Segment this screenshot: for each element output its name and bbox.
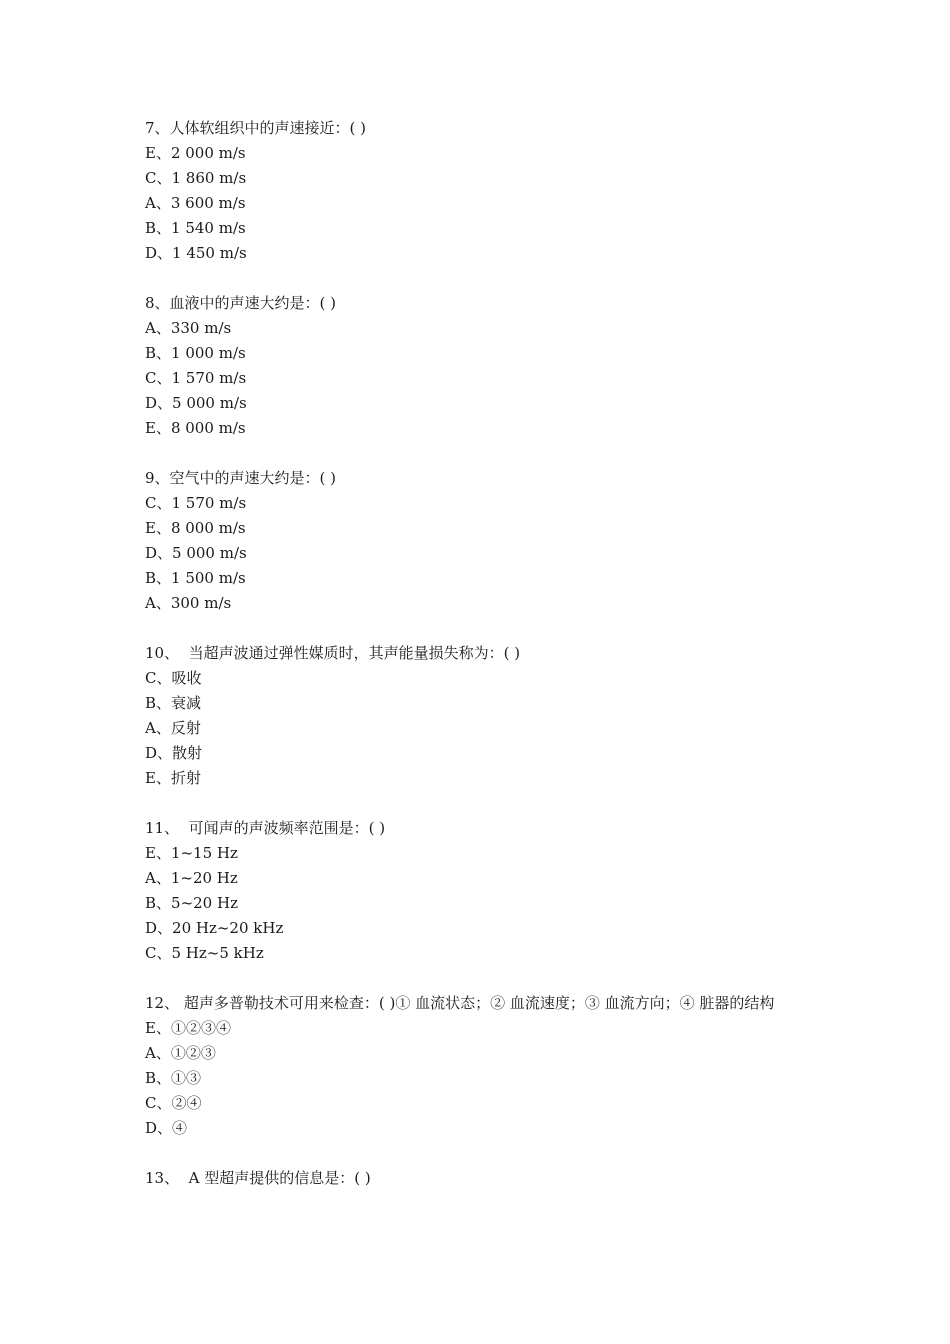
question-text: 7、人体软组织中的声速接近：( ) xyxy=(145,119,367,137)
question-13 xyxy=(145,1166,810,1191)
option: C、5 Hz~5 kHz xyxy=(145,944,264,962)
option: E、8 000 m/s xyxy=(145,519,246,537)
option: D、20 Hz~20 kHz xyxy=(145,919,284,937)
option: E、8 000 m/s xyxy=(145,419,246,437)
option: A、330 m/s xyxy=(145,319,232,337)
question-text: 8、血液中的声速大约是：( ) xyxy=(145,294,337,312)
question-text: 13、 A 型超声提供的信息是：( ) xyxy=(145,1169,371,1187)
option: A、1~20 Hz xyxy=(145,869,238,887)
option: B、1 540 m/s xyxy=(145,219,246,237)
question-text: 11、 可闻声的声波频率范围是：( ) xyxy=(145,819,386,837)
option: A、①②③ xyxy=(145,1044,216,1062)
question-9 xyxy=(145,466,810,616)
question-8 xyxy=(145,291,810,441)
option: C、吸收 xyxy=(145,669,202,687)
option: B、1 000 m/s xyxy=(145,344,246,362)
question-12 xyxy=(145,991,810,1141)
option: E、1~15 Hz xyxy=(145,844,238,862)
option: C、②④ xyxy=(145,1094,202,1112)
option: E、折射 xyxy=(145,769,201,787)
option: C、1 860 m/s xyxy=(145,169,247,187)
question-text: 12、 超声多普勒技术可用来检查：( )① 血流状态；② 血流速度；③ 血流方向；④ 脏器的结构 xyxy=(145,994,775,1012)
option: C、1 570 m/s xyxy=(145,494,247,512)
option: E、①②③④ xyxy=(145,1019,231,1037)
option: A、反射 xyxy=(145,719,201,737)
question-10 xyxy=(145,641,810,791)
question-list xyxy=(145,116,810,1216)
option: D、④ xyxy=(145,1119,188,1137)
option: B、衰减 xyxy=(145,694,202,712)
question-11 xyxy=(145,816,810,966)
question-7 xyxy=(145,116,810,266)
option: D、5 000 m/s xyxy=(145,394,247,412)
option: D、散射 xyxy=(145,744,203,762)
option: C、1 570 m/s xyxy=(145,369,247,387)
question-text: 10、 当超声波通过弹性媒质时，其声能量损失称为：( ) xyxy=(145,644,521,662)
option: A、300 m/s xyxy=(145,594,232,612)
option: D、5 000 m/s xyxy=(145,544,247,562)
option: D、1 450 m/s xyxy=(145,244,247,262)
option: B、5~20 Hz xyxy=(145,894,238,912)
option: E、2 000 m/s xyxy=(145,144,246,162)
option: A、3 600 m/s xyxy=(145,194,246,212)
question-text: 9、空气中的声速大约是：( ) xyxy=(145,469,337,487)
option: B、1 500 m/s xyxy=(145,569,246,587)
option: B、①③ xyxy=(145,1069,202,1087)
